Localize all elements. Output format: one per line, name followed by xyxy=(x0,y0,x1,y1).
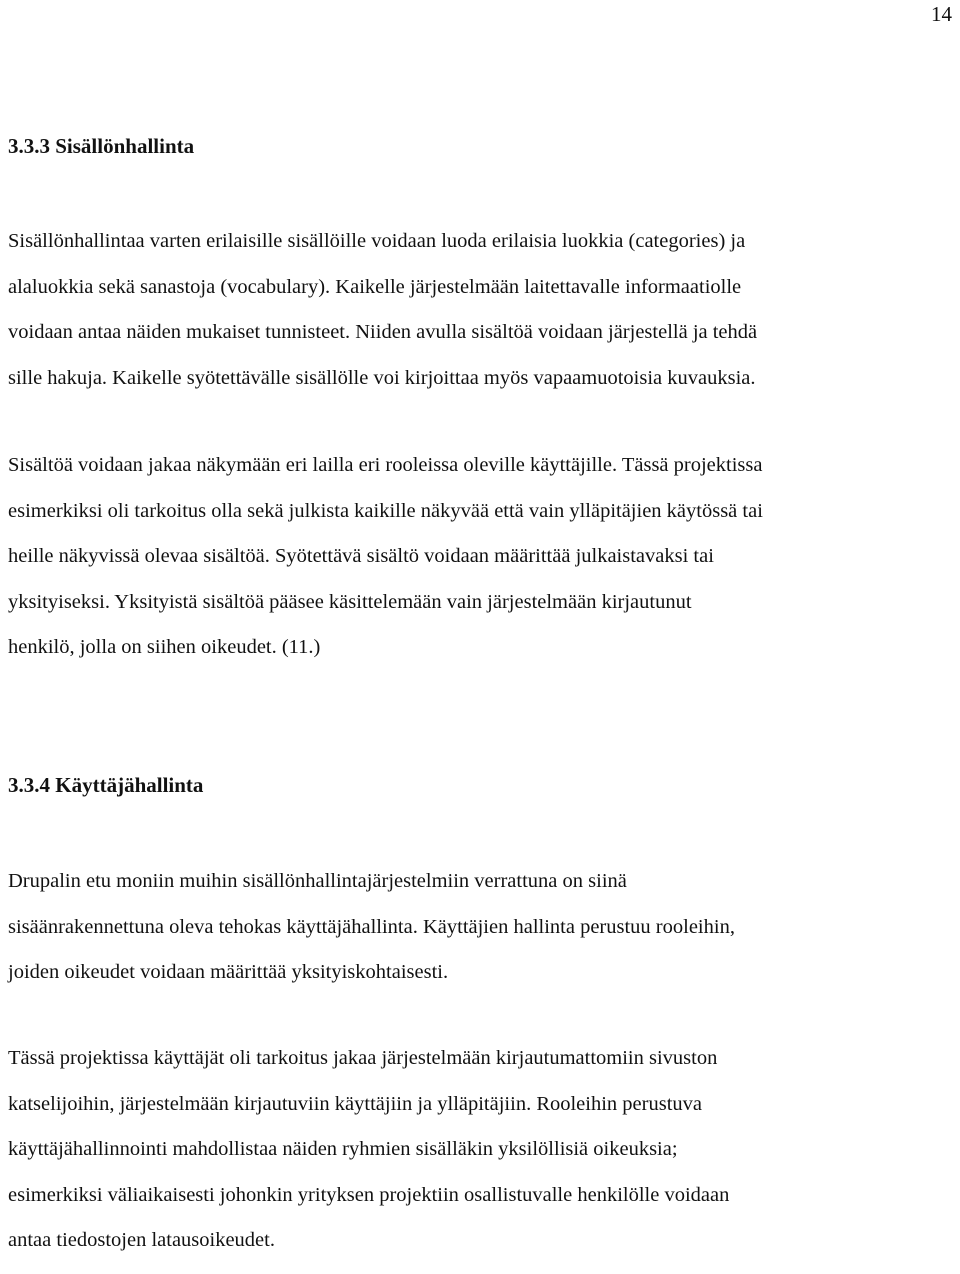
text-line: Tässä projektissa käyttäjät oli tarkoitus jakaa järjestelmään kirjautumattomiin sivuston xyxy=(8,1047,718,1069)
text-line: esimerkiksi oli tarkoitus olla sekä julkista kaikille näkyvää että vain ylläpitäjien käytössä tai xyxy=(8,499,763,522)
text-line: alaluokkia sekä sanastoja (vocabulary). Kaikelle järjestelmään laitettavalle informaatiolle xyxy=(8,275,742,298)
text-line: sisäänrakennettuna oleva tehokas käyttäjähallinta. Käyttäjien hallinta perustuu rooleihin, xyxy=(8,915,735,938)
paragraph xyxy=(8,869,958,1006)
text-line: yksityiseksi. Yksityistä sisältöä pääsee käsittelemään vain järjestelmään kirjautunut xyxy=(8,590,692,613)
text-line: käyttäjähallinnointi mahdollistaa näiden ryhmien sisälläkin yksilöllisiä oikeuksia; xyxy=(8,1138,678,1160)
text-line: henkilö, jolla on siihen oikeudet. (11.) xyxy=(8,636,321,658)
text-line: Drupalin etu moniin muihin sisällönhallintajärjestelmiin verrattuna on siinä xyxy=(8,870,627,892)
section-heading: 3.3.4 Käyttäjähallinta xyxy=(8,773,204,797)
paragraph xyxy=(8,453,958,681)
paragraph xyxy=(8,229,958,411)
text-line: esimerkiksi väliaikaisesti johonkin yrityksen projektiin osallistuvalle henkilölle voidaan xyxy=(8,1183,730,1206)
section-heading: 3.3.3 Sisällönhallinta xyxy=(8,134,195,158)
text-line: voidaan antaa näiden mukaiset tunnisteet. Niiden avulla sisältöä voidaan järjestellä ja tehdä xyxy=(8,321,758,343)
text-line: antaa tiedostojen latausoikeudet. xyxy=(8,1229,275,1251)
text-line: sille hakuja. Kaikelle syötettävälle sisällölle voi kirjoittaa myös vapaamuotoisia kuvauksia. xyxy=(8,366,756,389)
paragraph xyxy=(8,1046,958,1274)
text-line: katselijoihin, järjestelmään kirjautuviin käyttäjiin ja ylläpitäjiin. Rooleihin perustuva xyxy=(8,1092,702,1115)
text-line: heille näkyvissä olevaa sisältöä. Syötettävä sisältö voidaan määrittää julkaistavaksi tai xyxy=(8,545,714,567)
text-line: Sisältöä voidaan jakaa näkymään eri lailla eri rooleissa oleville käyttäjille. Tässä projektissa xyxy=(8,454,763,476)
text-line: joiden oikeudet voidaan määrittää yksityiskohtaisesti. xyxy=(8,961,449,983)
text-line: Sisällönhallintaa varten erilaisille sisällöille voidaan luoda erilaisia luokkia (categories) ja xyxy=(8,230,746,252)
page-number: 14 xyxy=(931,2,952,26)
